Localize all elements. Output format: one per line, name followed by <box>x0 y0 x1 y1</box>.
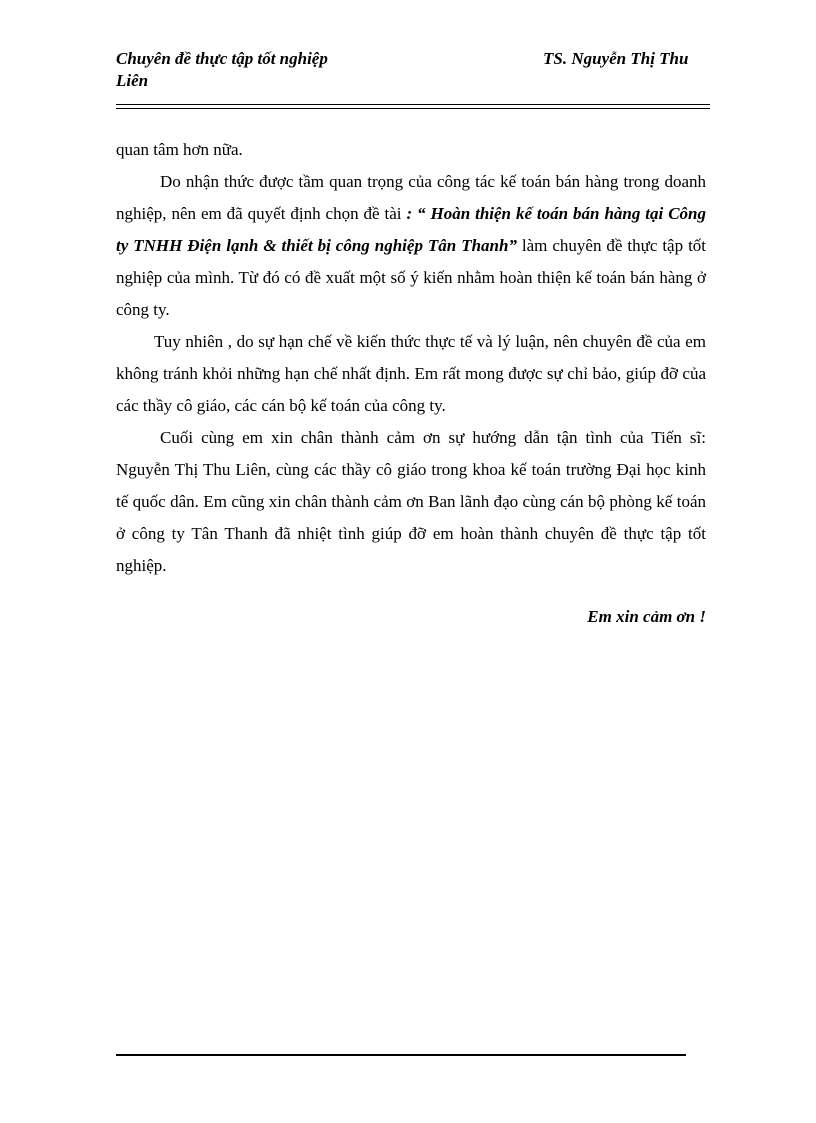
paragraph-2 <box>116 166 706 326</box>
paragraph-2-end: làm chuyên đề thực tập tốt nghiệp của mình. Từ đó có đề xuất một số ý kiến nhằm hoàn thiện kế toán bán hàng ở công ty. <box>116 236 707 319</box>
header-title: Chuyên đề thực tập tốt nghiệp <box>116 49 328 68</box>
paragraph-4: Cuối cùng em xin chân thành cảm ơn sự hướng dẫn tận tình của Tiến sĩ: Nguyễn Thị Thu Liên, cùng các thầy cô giáo trong khoa kế toán trường Đại học kinh tế quốc dân. Em cũng xin chân thành cảm ơn Ban lãnh đạo cùng cán bộ phòng kế toán ở công ty Tân Thanh đã nhiệt tình giúp đỡ em hoàn thành chuyên đề thực tập tốt nghiệp. <box>116 428 706 575</box>
paragraph-1: quan tâm hơn nữa. <box>116 140 243 159</box>
header-rule-bottom <box>116 108 710 109</box>
header-author-continuation: Liên <box>116 71 149 90</box>
header-author: TS. Nguyễn Thị Thu <box>543 49 689 68</box>
header-rule-top <box>116 104 710 105</box>
document-body <box>116 134 706 582</box>
footer-rule <box>116 1054 686 1056</box>
closing-thanks: Em xin cảm ơn ! <box>587 607 706 626</box>
paragraph-2-start: Do nhận thức được tầm quan trọng của công tác kế toán bán hàng trong doanh nghiệp, nên em đã quyết định chọn đề tài <box>116 172 706 223</box>
paragraph-3: Tuy nhiên , do sự hạn chế về kiến thức thực tế và lý luận, nên chuyên đề của em không tránh khỏi những hạn chế nhất định. Em rất mong được sự chỉ bảo, giúp đỡ của các thầy cô giáo, các cán bộ kế toán của công ty. <box>116 332 706 415</box>
thesis-title: : “ Hoàn thiện kế toán bán hàng tại Công ty TNHH Điện lạnh & thiết bị công nghiệp Tân Thanh” <box>116 204 706 255</box>
